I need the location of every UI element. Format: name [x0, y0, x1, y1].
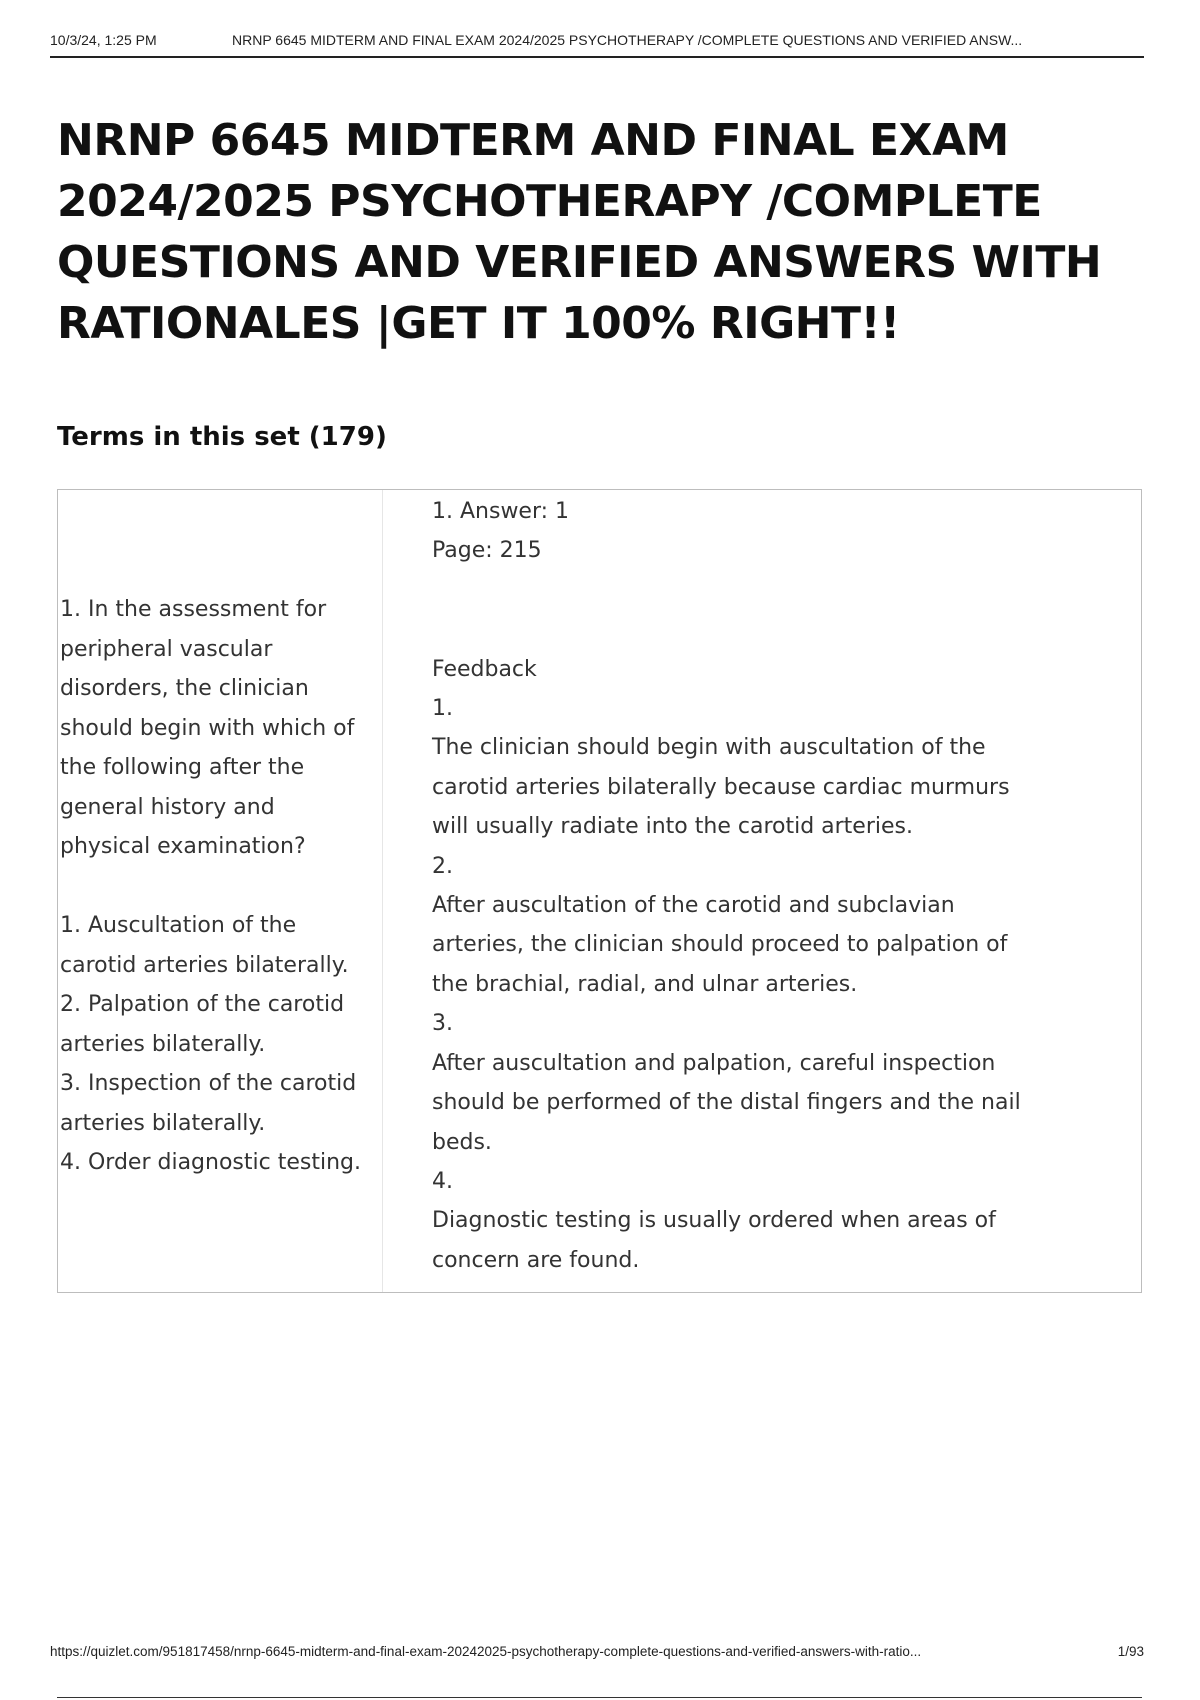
term-text: 1. In the assessment for peripheral vascular disorders, the clinician should begin with which of the following after the general history and physical examination? 1. Auscultation of the carotid arteries bilaterally. 2. Palpation of the carotid arteries bilaterally. 3. Inspection of the carotid arteries bilaterally. 4. Order diagnostic testing. [60, 597, 361, 1175]
print-document-title: NRNP 6645 MIDTERM AND FINAL EXAM 2024/2025 PSYCHOTHERAPY /COMPLETE QUESTIONS AND VERIFIED ANSW... [232, 32, 1023, 48]
term-card [57, 489, 1142, 1293]
term-cell [58, 490, 383, 1292]
print-timestamp: 10/3/24, 1:25 PM [50, 32, 157, 48]
definition-cell [383, 490, 1141, 1292]
footer-divider [57, 1697, 1142, 1698]
terms-heading: Terms in this set (179) [57, 422, 387, 452]
print-header [50, 28, 1144, 58]
page-number: 1/93 [1117, 1644, 1144, 1659]
set-title: NRNP 6645 MIDTERM AND FINAL EXAM 2024/2025 PSYCHOTHERAPY /COMPLETE QUESTIONS AND VERIFIED ANSWERS WITH RATIONALES |GET IT 100% RIGHT!! [57, 115, 1102, 349]
page-url: https://quizlet.com/951817458/nrnp-6645-midterm-and-final-exam-20242025-psychotherapy-complete-questions-and-verified-answers-with-ratio... [50, 1644, 922, 1659]
definition-text: 1. Answer: 1 Page: 215 Feedback 1. The clinician should begin with auscultation of the carotid arteries bilaterally because cardiac murmurs will usually radiate into the carotid arteries. 2. After auscultation of the carotid and subclavian arteries, the clinician should proceed to palpation of the brachial, radial, and ulnar arteries. 3. After auscultation and palpation, careful inspection should be performed of the distal fingers and the nail beds. 4. Diagnostic testing is usually ordered when areas of concern are found. [432, 499, 1021, 1273]
